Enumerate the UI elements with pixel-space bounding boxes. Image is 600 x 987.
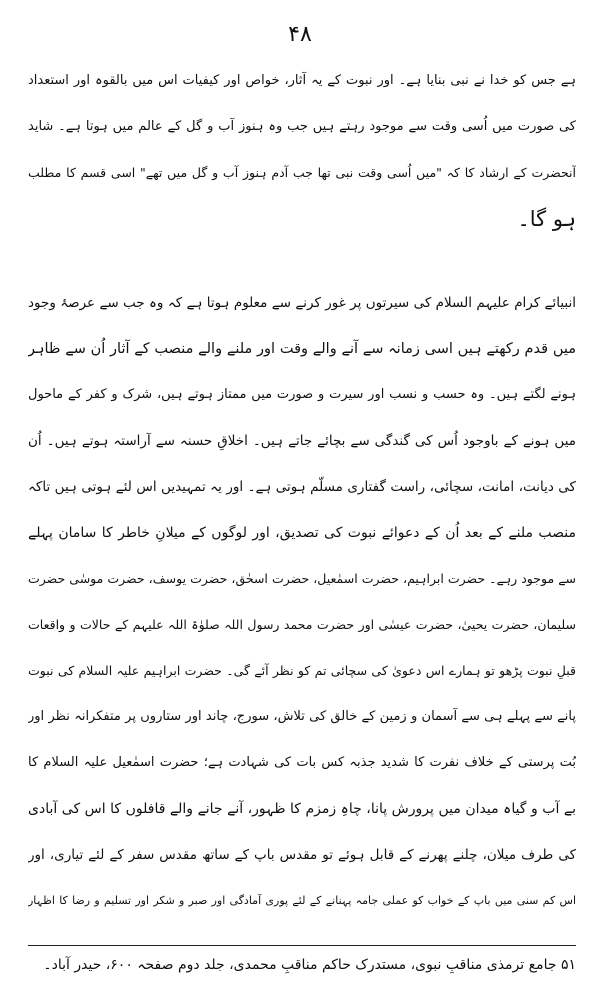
text-line: انبیائے کرام علیہم السلام کی سیرتوں پر غور کرنے سے معلوم ہوتا ہے کہ وہ جب سے عرصۂ وجود — [28, 295, 576, 311]
text-line: منصب ملنے کے بعد اُن کے دعوائے نبوت کی تصدیق، اور لوگوں کے میلانِ خاطر کا سامان پہلے — [28, 525, 576, 541]
text-line: کی طرف میلان، چلنے پھرنے کے قابل ہوئے تو مقدس باپ کے ساتھ مقدس سفر کے لئے تیاری، اور — [28, 847, 576, 863]
paragraph-gap — [28, 242, 576, 280]
text-line: قبلِ نبوت پڑھو تو ہمارے اس دعویٰ کی سچائی تم کو نظر آئے گی۔ حضرت ابراہیم علیہ السلام کی نبوت — [28, 663, 576, 678]
page-number: ۴۸ — [288, 22, 312, 47]
text-line: کی صورت میں اُسی وقت سے موجود رہتے ہیں جب وہ ہنوز آب و گل کے عالم میں ہوتا ہے۔ شاید — [28, 119, 576, 134]
text-line: بُت پرستی کے خلاف نفرت کا شدید جذبہ کس بات کی شہادت ہے؛ حضرت اسمٰعیل علیہ السلام کا — [28, 755, 576, 770]
paragraph-1 — [28, 58, 576, 242]
text-line: اس کم سنی میں باپ کے خواب کو عملی جامہ پہنانے کے لئے پوری آمادگی اور صبر و شکر اور تسلیم و رضا کا اظہار — [28, 894, 576, 907]
text-line: سلیمان، حضرت یحییٰ، حضرت عیسٰی اور حضرت محمد رسول اللہ صلوٰۃ اللہ علیہم کے حالات و واقعات — [28, 617, 576, 632]
text-line: میں ہونے کے باوجود اُس کی گندگی سے بچائے جاتے ہیں۔ اخلاقِ حسنہ سے آراستہ ہوتے ہیں۔ اُن — [28, 433, 576, 449]
text-line: آنحضرت کے ارشاد کا کہ "میں اُسی وقت نبی تھا جب آدم ہنوز آب و گل میں تھے" اسی قسم کا مطلب — [28, 165, 576, 180]
text-line: بے آب و گیاہ میدان میں پرورش پانا، چاہِ زمزم کا ظہور، آنے جانے والے قافلوں کا اس کی آبادی — [28, 801, 576, 817]
footnote: ۵۱ جامع ترمذی مناقبِ نبوی، مستدرک حاکم مناقبِ محمدی، جلد دوم صفحہ ۶۰۰، حیدر آباد۔ — [43, 957, 576, 973]
footnote-divider — [28, 945, 576, 946]
text-line: کی دیانت، امانت، سچائی، راست گفتاری مسلّم ہوتی ہے۔ اور یہ تمہیدیں اس لئے ہوتی ہیں تاکہ — [28, 479, 576, 495]
text-line: ہونے لگتے ہیں۔ وہ حسب و نسب اور سیرت و صورت میں ممتاز ہوتے ہیں، شرک و کفر کے ماحول — [28, 387, 576, 402]
text-line: ہو گا۔ — [517, 207, 576, 231]
text-line: سے موجود رہے۔ حضرت ابراہیم، حضرت اسمٰعیل، حضرت اسحٰق، حضرت یوسف، حضرت موسٰی حضرت — [28, 571, 576, 586]
text-line: پانے سے پہلے ہی سے آسمان و زمین کے خالق کی تلاش، سورج، چاند اور ستاروں پر متفکرانہ نظر اور — [28, 709, 576, 724]
paragraph-2 — [28, 280, 576, 924]
body-text — [28, 58, 576, 924]
text-line: ہے جس کو خدا نے نبی بنایا ہے۔ اور نبوت کے یہ آثار، خواص اور کیفیات اس میں بالقوہ اور استعداد — [28, 73, 576, 88]
text-line: میں قدم رکھتے ہیں اسی زمانہ سے آنے والے وقت اور ملنے والے منصب کے آثار اُن سے ظاہر — [28, 341, 576, 357]
